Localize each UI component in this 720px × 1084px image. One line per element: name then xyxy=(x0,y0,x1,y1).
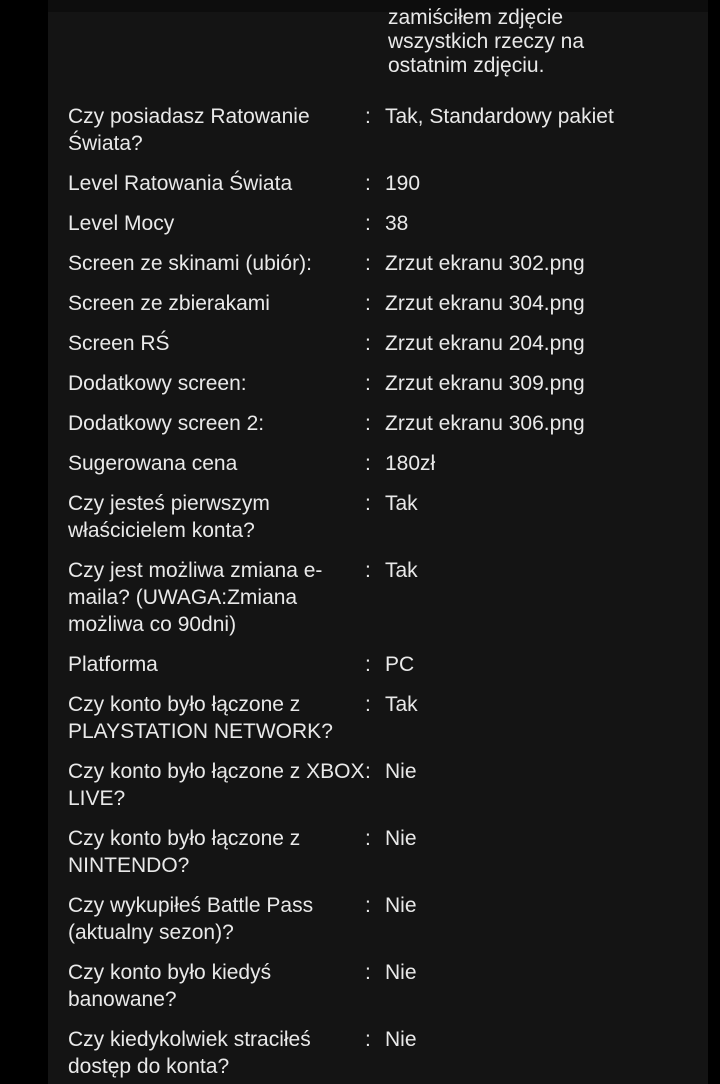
detail-label: Czy konto było łączone z XBOX LIVE? xyxy=(68,760,365,810)
separator: : xyxy=(365,292,371,315)
previous-answer-continuation xyxy=(388,6,698,78)
separator: : xyxy=(365,412,371,435)
detail-value: Nie xyxy=(385,827,417,850)
detail-label: Screen ze zbierakami xyxy=(68,292,270,315)
continuation-line: ostatnim zdjęciu. xyxy=(388,54,545,77)
detail-row-ratowanie-swiata xyxy=(68,103,698,157)
detail-label: Czy konto było łączone z NINTENDO? xyxy=(68,827,301,877)
detail-value: Tak xyxy=(385,559,418,582)
separator: : xyxy=(365,894,371,917)
separator: : xyxy=(365,760,371,783)
detail-label: Czy konto było kiedyś banowane? xyxy=(68,961,272,1011)
continuation-line: wszystkich rzeczy na xyxy=(388,30,585,53)
detail-value: Tak xyxy=(385,492,418,515)
detail-row-screen-pickaxes xyxy=(68,290,698,317)
listing-details-panel xyxy=(48,0,708,1084)
detail-row-screen-rs xyxy=(68,330,698,357)
detail-label: Czy konto było łączone z PLAYSTATION NETWORK? xyxy=(68,693,333,743)
attachment-link[interactable]: Zrzut ekranu 304.png xyxy=(385,292,585,315)
detail-value: Tak, Standardowy pakiet xyxy=(385,105,614,128)
attachment-link[interactable]: Zrzut ekranu 302.png xyxy=(385,252,585,275)
separator: : xyxy=(365,693,371,716)
separator: : xyxy=(365,372,371,395)
detail-label: Czy posiadasz Ratowanie Świata? xyxy=(68,105,310,155)
separator: : xyxy=(365,1028,371,1051)
separator: : xyxy=(365,252,371,275)
details-table xyxy=(68,103,698,1084)
detail-row-banned xyxy=(68,959,698,1013)
separator: : xyxy=(365,559,371,582)
detail-value: Tak xyxy=(385,693,418,716)
separator: : xyxy=(365,172,371,195)
detail-label: Czy jesteś pierwszym właścicielem konta? xyxy=(68,492,270,542)
separator: : xyxy=(365,105,371,128)
detail-row-price xyxy=(68,450,698,477)
separator: : xyxy=(365,827,371,850)
detail-row-first-owner xyxy=(68,490,698,544)
detail-value: PC xyxy=(385,653,415,676)
detail-label: Czy kiedykolwiek straciłeś dostęp do konta? xyxy=(68,1028,311,1078)
continuation-line: zamiściłem zdjęcie xyxy=(388,6,564,29)
detail-row-psn xyxy=(68,691,698,745)
detail-row-level-mocy xyxy=(68,210,698,237)
detail-row-screen-skins xyxy=(68,250,698,277)
attachment-link[interactable]: Zrzut ekranu 204.png xyxy=(385,332,585,355)
detail-row-platform xyxy=(68,651,698,678)
detail-value: 180zł xyxy=(385,452,436,475)
detail-label: Level Mocy xyxy=(68,212,175,235)
detail-value: Nie xyxy=(385,961,417,984)
detail-row-xbox xyxy=(68,758,698,812)
detail-value: Nie xyxy=(385,894,417,917)
detail-value: Nie xyxy=(385,760,417,783)
detail-label: Dodatkowy screen 2: xyxy=(68,412,265,435)
detail-value: 190 xyxy=(385,172,421,195)
attachment-link[interactable]: Zrzut ekranu 306.png xyxy=(385,412,585,435)
detail-label: Czy jest możliwa zmiana e-maila? (UWAGA:Zmiana możliwa co 90dni) xyxy=(68,559,323,636)
detail-row-battle-pass xyxy=(68,892,698,946)
separator: : xyxy=(365,452,371,475)
separator: : xyxy=(365,492,371,515)
detail-value: Nie xyxy=(385,1028,417,1051)
detail-row-level-rs xyxy=(68,170,698,197)
separator: : xyxy=(365,653,371,676)
attachment-link[interactable]: Zrzut ekranu 309.png xyxy=(385,372,585,395)
separator: : xyxy=(365,332,371,355)
detail-label: Platforma xyxy=(68,653,158,676)
detail-label: Screen ze skinami (ubiór): xyxy=(68,252,312,275)
detail-label: Level Ratowania Świata xyxy=(68,172,293,195)
separator: : xyxy=(365,961,371,984)
detail-row-extra-screen-2 xyxy=(68,410,698,437)
detail-row-nintendo xyxy=(68,825,698,879)
detail-label: Dodatkowy screen: xyxy=(68,372,247,395)
detail-label: Screen RŚ xyxy=(68,332,170,355)
detail-row-email-change xyxy=(68,557,698,638)
detail-value: 38 xyxy=(385,212,409,235)
detail-label: Sugerowana cena xyxy=(68,452,238,475)
separator: : xyxy=(365,212,371,235)
detail-row-extra-screen xyxy=(68,370,698,397)
detail-label: Czy wykupiłeś Battle Pass (aktualny sezon)? xyxy=(68,894,314,944)
detail-row-lost-access xyxy=(68,1026,698,1080)
